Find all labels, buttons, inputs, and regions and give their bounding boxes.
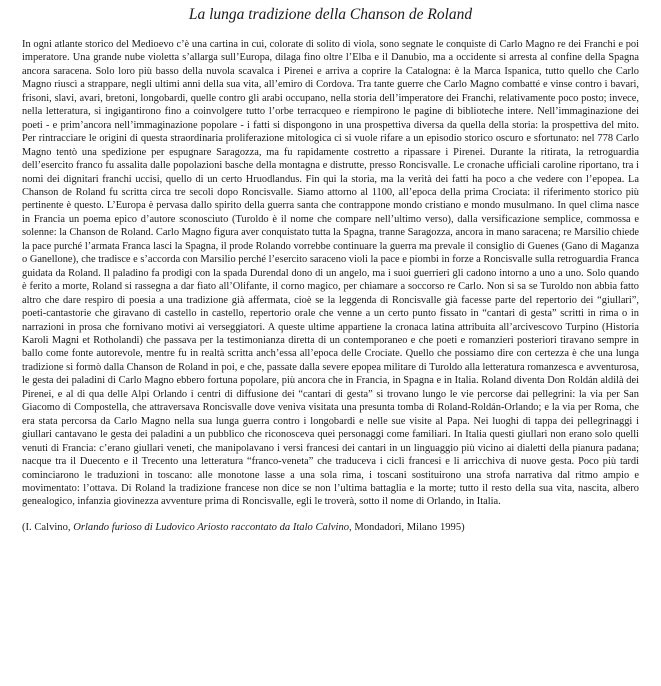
source-citation (22, 521, 639, 535)
citation-work-title: Orlando furioso di Ludovico Ariosto raccontato da Italo Calvino (73, 521, 350, 533)
citation-suffix: , Mondadori, Milano 1995) (349, 521, 465, 533)
citation-prefix: (I. Calvino, (22, 521, 74, 533)
document-title: La lunga tradizione della Chanson de Roland (188, 6, 473, 23)
body-paragraph: In ogni atlante storico del Medioevo c’è una cartina in cui, colorate di solito di viola, sono segnate le conquiste di Carlo Magno re dei Franchi e poi imperatore. Una grande nube violetta s’allarga sull’Europa, dilaga fino oltre l’Elba e il Danubio, ma a occidente si arresta al confine della Spagna ancora saracena. Solo loro più basso della nuvola scavalca i Pirenei e arriva a coprire la Catalogna: è la Marca Ispanica, tutto quello che Carlo Magno riuscì a strappare, negli ultimi anni della sua vita, all’emiro di Cordova. Tra tante guerre che Carlo Magno combatté e vinse contro i bavari, frisoni, slavi, avari, bretoni, longobardi, quelle contro gli arabi occupano, nella storia dell’imperatore dei Franchi, relativamente poco posto; invece, nella letteratura, si ingigantirono fino a coinvolgere tutto l’orbe terracqueo e riempirono le pagine di biblioteche intere. Nell’immaginazione dei poeti - e prim’ancora nell’immaginazione popolare - i fatti si dispongono in una prospettiva diversa da quella della storia: la prospettiva del mito. Per rintracciare le origini di questa straordinaria proliferazione mitologica ci si vuole rifare a un episodio storico oscuro e sfortunato: nel 778 Carlo Magno tentò una spedizione per espugnare Saragozza, ma fu rapidamente costretto a ripassare i Pirenei. Durante la ritirata, la retroguardia dell’esercito franco fu assalita dalle popolazioni basche della montagna e distrutte, presso Roncisvalle. Le cronache ufficiali caroline riportano, tra i nomi dei dignitari franchi uccisi, quello di un certo Hruodlandus. Fin qui la storia, ma la verità dei fatti ha poco a che vedere con l’epopea. La Chanson de Roland fu scritta circa tre secoli dopo Roncisvalle. Siamo attorno al 1100, all’epoca della prima Crociata: il riferimento storico più pertinente è questo. L’Europa è pervasa dallo spirito della guerra santa che contrappone mondo cristiano e mondo musulmano. In quel clima nasce in Francia un poema epico d’autore sconosciuto (Turoldo è il nome che compare nell’ultimo verso), dalla versificazione semplice, commossa e solenne: la Chanson de Roland. Carlo Magno figura aver conquistato tutta la Spagna, tranne Saragozza, ancora in mano saracena; re Marsilio chiede la pace purché l’armata Franca lasci la Spagna, il prode Rolando vorrebbe continuare la guerra ma prevale il consiglio di Guenes (Gano di Maganza o Ganellone), che tradisce e s’accorda con Marsilio perché l’esercito saraceno violi la pace e piombi in forze a Roncisvalle sulla retroguardia Franca guidata da Roland. Il paladino fa prodigi con la spada Durendal dono di un angelo, ma i suoi guerrieri gli cadono intorno a uno a uno. Solo quando è ferito a morte, Roland si rassegna a dar fiato all’Olifante, il corno magico, per chiamare a soccorso re Carlo. Non si sa se Turoldo non abbia fatto altro che dare respiro di poesia a una tradizione già affermata, cioè se la leggenda di Roncisvalle già facesse parte del repertorio dei “giullari”, poeti-cantastorie che giravano di castello in castello, repertorio orale che venne a un certo punto fissato in “cantari di gesta” scritti in rima o in narrazioni in prosa che fornivano motivi ai verseggiatori. A queste ultime appartiene la cronaca latina attribuita all’arcivescovo Turpino (Historia Karoli Magni et Rotholandi) che passava per la testimonianza diretta di un contemporaneo e che poeti e romanzieri posteriori tiravano sempre in ballo come fonte autorevole, mentre fu in realtà scritta anch’essa all’epoca delle Crociate. Quello che possiamo dire con certezza è che una lunga tradizione si formò dalla Chanson de Roland in poi, e che, passate dalla severe epopea militare di Turoldo alla letteratura romanzesca e avventurosa, le gesta dei paladini di Carlo Magno ebbero fortuna popolare, più ancora che in Francia, in Spagna e in Italia. Roland diventa Don Roldán aldilà dei Pirenei, e al di qua delle Alpi Orlando i centri di diffusione dei “cantari di gesta” si trovano lungo le vie percorse dai pellegrini: la via per San Giacomo di Compostella, che attraversava Roncisvalle dove veniva visitata una presunta tomba di Roland-Roldán-Orlando; e la via per Roma, che era stata percorsa da Carlo Magno nella sua lunga guerra contro i longobardi e nelle sue visite al Papa. Nei luoghi di tappa dei pellegrinaggi i giullari cantavano le gesta dei paladini a un pubblico che riconosceva quei personaggi come familiari. In Italia questi giullari non erano solo quelli venuti di Francia: c’erano giullari veneti, che manipolavano i versi francesi dei cantari in un linguaggio più vicino ai dialetti della pianura padana; nacque tra il Duecento e il Trecento una letteratura “franco-veneta” che traduceva i cicli francesi e li arricchiva di nuove gesta. Poco più tardi cominciarono le traduzioni in toscano: alle monotone lasse a una sola rima, i toscani sostituirono una strofa narrativa dal ritmo ampio e movimentato: l’ottava. Di Roland la tradizione francese non dice se non l’ultima battaglia e la morte; tutto il resto della sua vita, nascita, albero genealogico, infanzia giovinezza avventure prima di Roncisvalle, egli le troverà, sotto il nome di Orlando, in Italia. (22, 39, 639, 508)
